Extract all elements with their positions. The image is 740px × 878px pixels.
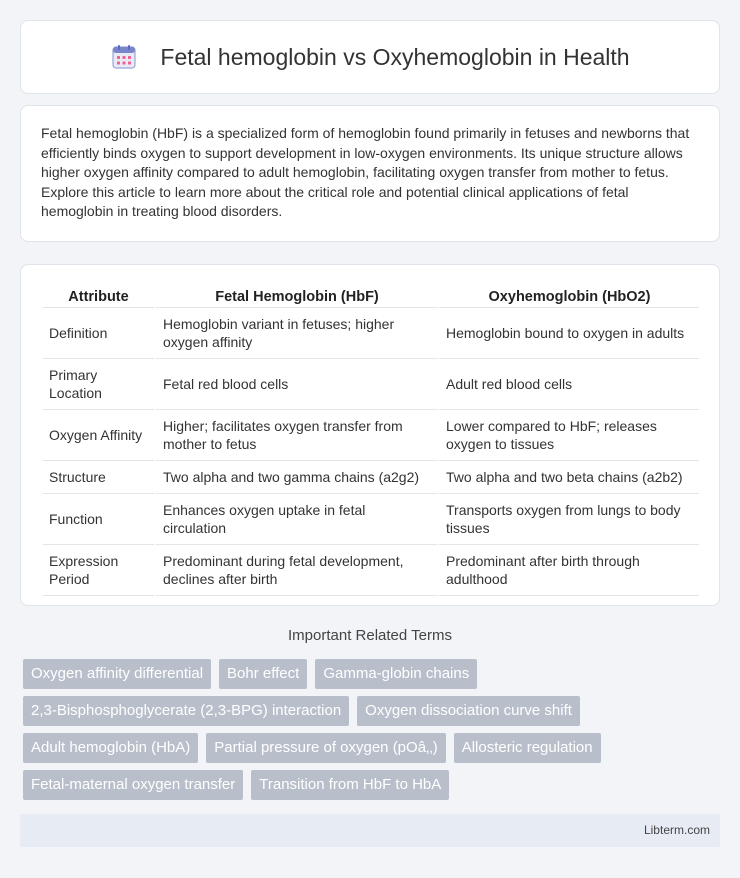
term-tag[interactable]: Oxygen dissociation curve shift [357, 696, 580, 726]
table-row [43, 461, 699, 494]
column-header-attribute: Attribute [43, 285, 154, 308]
table-cell-attribute: Primary Location [43, 359, 154, 410]
footer [20, 814, 720, 847]
term-tag[interactable]: Partial pressure of oxygen (pOâ‚‚) [206, 733, 445, 763]
term-tag[interactable]: Fetal-maternal oxygen transfer [23, 770, 243, 800]
table-cell-attribute: Oxygen Affinity [43, 410, 154, 461]
comparison-table [43, 285, 699, 596]
table-cell-hbf: Enhances oxygen uptake in fetal circulation [154, 494, 437, 545]
table-cell-attribute: Expression Period [43, 545, 154, 596]
tag-row [23, 733, 723, 763]
table-cell-hbo2: Hemoglobin bound to oxygen in adults [437, 308, 699, 359]
table-row [43, 545, 699, 596]
intro-paragraph: Fetal hemoglobin (HbF) is a specialized form of hemoglobin found primarily in fetuses and newborns that efficiently binds oxygen to support development in low-oxygen environments. Its unique structure allows higher oxygen affinity compared to adult hemoglobin, facilitating oxygen transfer from mother to fetus. Explore this article to learn more about the critical role and potential clinical applications of fetal hemoglobin in treating blood disorders. [41, 125, 690, 219]
table-row [43, 494, 699, 545]
related-terms-list [23, 659, 723, 807]
term-tag[interactable]: Transition from HbF to HbA [251, 770, 449, 800]
table-cell-hbo2: Predominant after birth through adulthood [437, 545, 699, 596]
table-cell-hbo2: Adult red blood cells [437, 359, 699, 410]
related-terms-heading: Important Related Terms [288, 627, 452, 644]
term-tag[interactable]: Oxygen affinity differential [23, 659, 211, 689]
column-header-hbf: Fetal Hemoglobin (HbF) [154, 285, 437, 308]
comparison-table-card [20, 264, 720, 606]
table-cell-hbf: Fetal red blood cells [154, 359, 437, 410]
table-cell-hbo2: Two alpha and two beta chains (a2b2) [437, 461, 699, 494]
term-tag[interactable]: 2,3-Bisphosphoglycerate (2,3-BPG) interaction [23, 696, 349, 726]
table-row [43, 410, 699, 461]
table-cell-hbo2: Lower compared to HbF; releases oxygen to tissues [437, 410, 699, 461]
term-tag[interactable]: Gamma-globin chains [315, 659, 477, 689]
table-cell-attribute: Function [43, 494, 154, 545]
table-header-row [43, 285, 699, 308]
table-cell-hbf: Higher; facilitates oxygen transfer from mother to fetus [154, 410, 437, 461]
tag-row [23, 696, 723, 726]
term-tag[interactable]: Bohr effect [219, 659, 307, 689]
table-cell-attribute: Structure [43, 461, 154, 494]
table-row [43, 308, 699, 359]
calendar-icon [110, 43, 138, 71]
tag-row [23, 770, 723, 800]
table-cell-hbo2: Transports oxygen from lungs to body tissues [437, 494, 699, 545]
term-tag[interactable]: Allosteric regulation [454, 733, 601, 763]
footer-site-name[interactable]: Libterm.com [643, 823, 710, 837]
intro-card [20, 105, 720, 242]
header-card [20, 20, 720, 94]
table-cell-hbf: Two alpha and two gamma chains (a2g2) [154, 461, 437, 494]
table-cell-hbf: Hemoglobin variant in fetuses; higher oxygen affinity [154, 308, 437, 359]
page-title: Fetal hemoglobin vs Oxyhemoglobin in Health [160, 43, 630, 70]
table-row [43, 359, 699, 410]
column-header-hbo2: Oxyhemoglobin (HbO2) [437, 285, 699, 308]
table-cell-hbf: Predominant during fetal development, declines after birth [154, 545, 437, 596]
tag-row [23, 659, 723, 689]
table-cell-attribute: Definition [43, 308, 154, 359]
term-tag[interactable]: Adult hemoglobin (HbA) [23, 733, 198, 763]
